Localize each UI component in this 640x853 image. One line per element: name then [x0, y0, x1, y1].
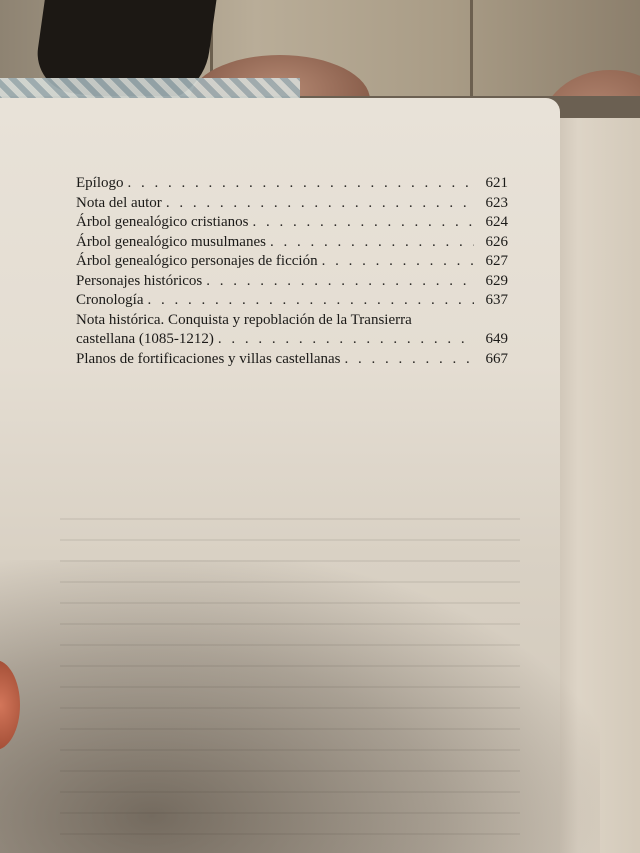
- toc-entry: [76, 252, 508, 272]
- toc-leader-dots: [206, 272, 474, 292]
- toc-entry-title: Nota del autor: [76, 194, 162, 211]
- right-page: [548, 118, 640, 853]
- toc-entry-title-line1: Nota histórica. Conquista y repoblación de la Transierra: [76, 311, 412, 328]
- toc-entry-page: 623: [485, 194, 508, 211]
- toc-entry: [76, 233, 508, 253]
- toc-leader-dots: [148, 291, 475, 311]
- toc-entry-title: Personajes históricos: [76, 272, 203, 289]
- toc-entry: [76, 291, 508, 311]
- toc-leader-dots: [322, 252, 474, 272]
- toc-leader-dots: [166, 194, 474, 214]
- toc-entry-page: 649: [485, 331, 508, 347]
- toc-entry: [76, 194, 508, 214]
- toc-entry-title: Planos de fortificaciones y villas castellanas: [76, 350, 341, 367]
- toc-entry-title: Árbol genealógico cristianos: [76, 214, 249, 230]
- toc-leader-dots: [345, 350, 475, 370]
- toc-entry: [76, 213, 508, 233]
- bleed-through-text: [60, 518, 520, 853]
- toc-entry-page: 626: [485, 233, 508, 250]
- toc-entry-title: Árbol genealógico musulmanes: [76, 233, 266, 250]
- toc-leader-dots: [218, 330, 474, 350]
- table-of-contents: [76, 174, 508, 369]
- toc-entry: [76, 174, 508, 194]
- toc-entry-page: 627: [485, 253, 508, 269]
- toc-leader-dots: [270, 233, 474, 253]
- toc-leader-dots: [252, 213, 474, 233]
- toc-leader-dots: [128, 174, 475, 194]
- toc-entry: [76, 350, 508, 370]
- toc-entry-title: Epílogo: [76, 175, 124, 191]
- toc-entry-title: Cronología: [76, 292, 144, 308]
- toc-entry-page: 624: [485, 214, 508, 230]
- toc-entry: [76, 330, 508, 350]
- toc-entry-title-line2: castellana (1085-1212): [76, 331, 214, 347]
- toc-entry-title: Árbol genealógico personajes de ficción: [76, 253, 318, 269]
- toc-entry-page: 629: [485, 272, 508, 289]
- toc-entry-page: 667: [485, 350, 508, 367]
- toc-entry-page: 621: [485, 175, 508, 191]
- toc-entry: [76, 272, 508, 292]
- toc-entry-page: 637: [485, 292, 508, 308]
